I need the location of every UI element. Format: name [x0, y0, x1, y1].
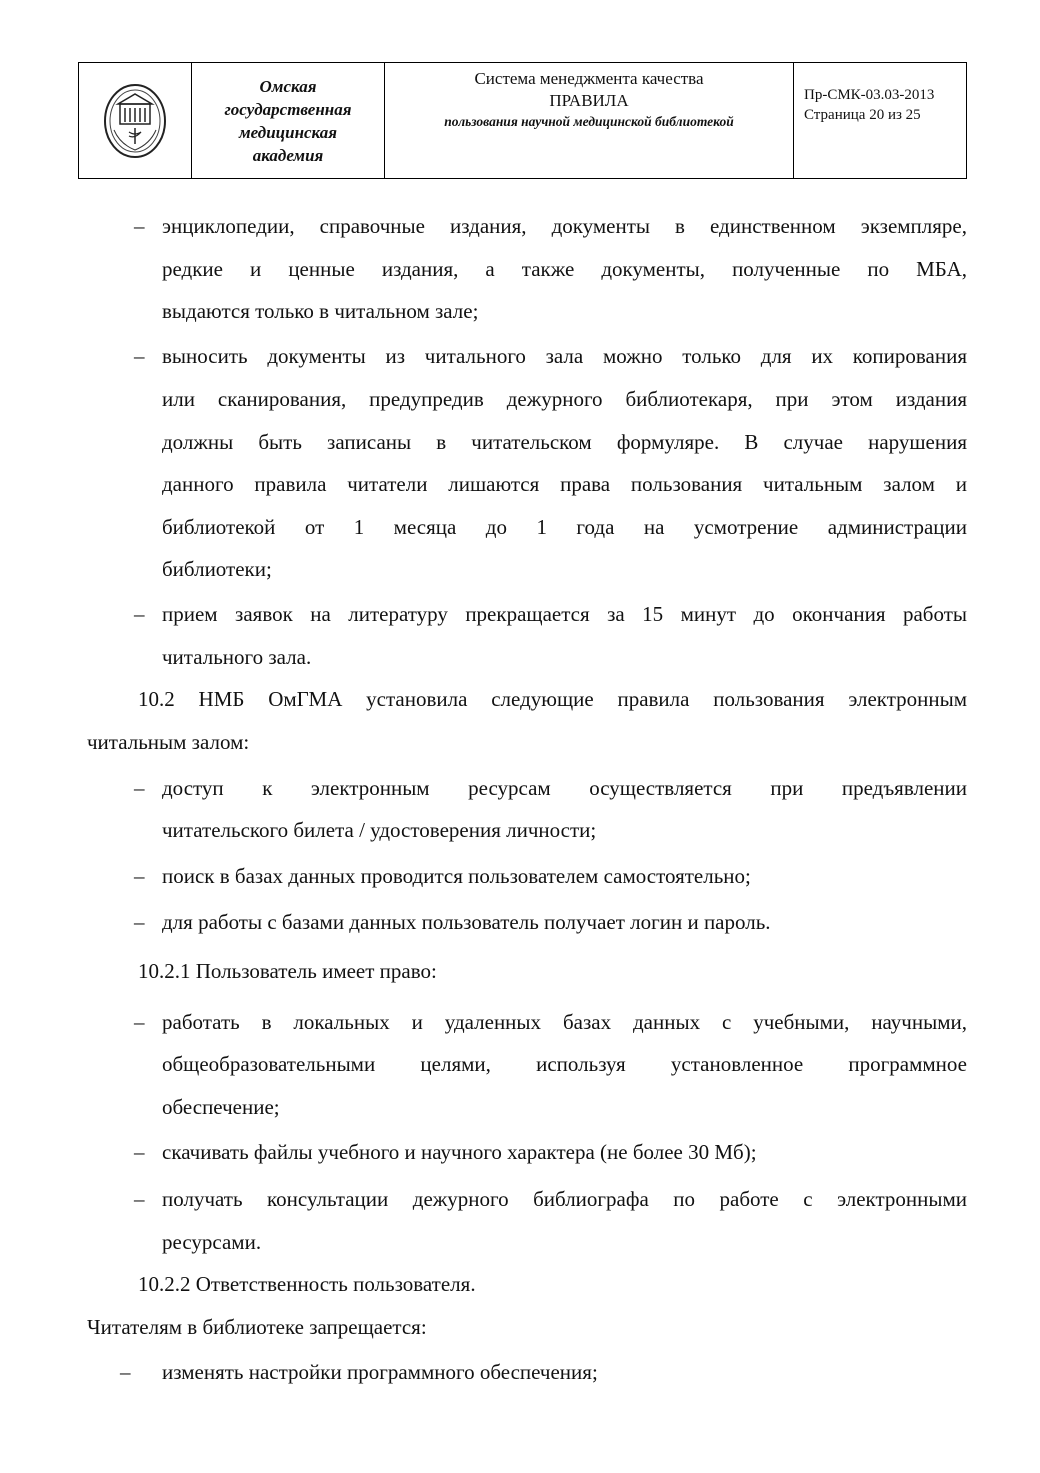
- bullet-marker: –: [134, 1010, 145, 1034]
- academy-seal-icon: [102, 82, 168, 160]
- bullet-marker: –: [120, 1360, 131, 1384]
- text-line: выдаются только в читальном зале;: [162, 299, 479, 323]
- text-line: должны быть записаны в читательском формуляре. В случае нарушения: [162, 430, 967, 454]
- text-line: читательского билета / удостоверения личности;: [162, 818, 597, 842]
- bullet-marker: –: [134, 1187, 145, 1211]
- paragraph-line: читальным залом:: [87, 730, 250, 754]
- system-title: Система менеджмента качества: [474, 69, 704, 88]
- document-info-cell: [794, 63, 966, 178]
- bullet-marker: –: [134, 1140, 145, 1164]
- doc-code: Пр-СМК-03.03-2013: [804, 87, 935, 103]
- text-line: общеобразовательными целями, используя установленное программное: [162, 1052, 967, 1076]
- text-line: ресурсами.: [162, 1230, 262, 1254]
- org-line: медицинская: [239, 122, 337, 142]
- text-line: или сканирования, предупредив дежурного библиотекаря, при этом издания: [162, 387, 967, 411]
- bullet-marker: –: [134, 602, 145, 626]
- bullet-marker: –: [134, 910, 145, 934]
- text-line: библиотекой от 1 месяца до 1 года на усмотрение администрации: [162, 515, 967, 539]
- text-line: данного правила читатели лишаются права пользования читальным залом и: [162, 472, 967, 496]
- doc-type: ПРАВИЛА: [549, 91, 629, 110]
- organization-name: [192, 63, 385, 178]
- bullet-marker: –: [134, 344, 145, 368]
- org-line: государственная: [224, 99, 352, 119]
- section-heading: 10.2.1 Пользователь имеет право:: [138, 959, 437, 983]
- section-heading: 10.2.2 Ответственность пользователя.: [138, 1272, 476, 1296]
- bullet-marker: –: [134, 776, 145, 800]
- text-line: скачивать файлы учебного и научного характера (не более 30 Мб);: [162, 1140, 757, 1164]
- doc-subtitle: пользования научной медицинской библиотекой: [444, 114, 734, 129]
- document-header: [78, 62, 967, 179]
- logo-cell: [79, 63, 192, 178]
- text-line: прием заявок на литературу прекращается за 15 минут до окончания работы: [162, 602, 967, 626]
- bullet-marker: –: [134, 864, 145, 888]
- paragraph-line: Читателям в библиотеке запрещается:: [87, 1315, 427, 1339]
- document-title-cell: [385, 63, 794, 178]
- org-line: Омская: [259, 76, 317, 96]
- text-line: получать консультации дежурного библиографа по работе с электронными: [162, 1187, 967, 1211]
- org-line: академия: [252, 145, 324, 165]
- text-line: доступ к электронным ресурсам осуществляется при предъявлении: [162, 776, 967, 800]
- text-line: библиотеки;: [162, 557, 272, 581]
- text-line: поиск в базах данных проводится пользователем самостоятельно;: [162, 864, 751, 888]
- text-line: работать в локальных и удаленных базах данных с учебными, научными,: [162, 1010, 967, 1034]
- text-line: обеспечение;: [162, 1095, 280, 1119]
- text-line: для работы с базами данных пользователь получает логин и пароль.: [162, 910, 771, 934]
- text-line: изменять настройки программного обеспечения;: [162, 1360, 598, 1384]
- page-info: Страница 20 из 25: [804, 107, 921, 123]
- text-line: энциклопедии, справочные издания, документы в единственном экземпляре,: [162, 214, 967, 238]
- text-line: редкие и ценные издания, а также документы, полученные по МБА,: [162, 257, 967, 281]
- text-line: выносить документы из читального зала можно только для их копирования: [162, 344, 967, 368]
- paragraph-line: 10.2 НМБ ОмГМА установила следующие правила пользования электронным: [138, 687, 967, 711]
- bullet-marker: –: [134, 214, 145, 238]
- text-line: читального зала.: [162, 645, 312, 669]
